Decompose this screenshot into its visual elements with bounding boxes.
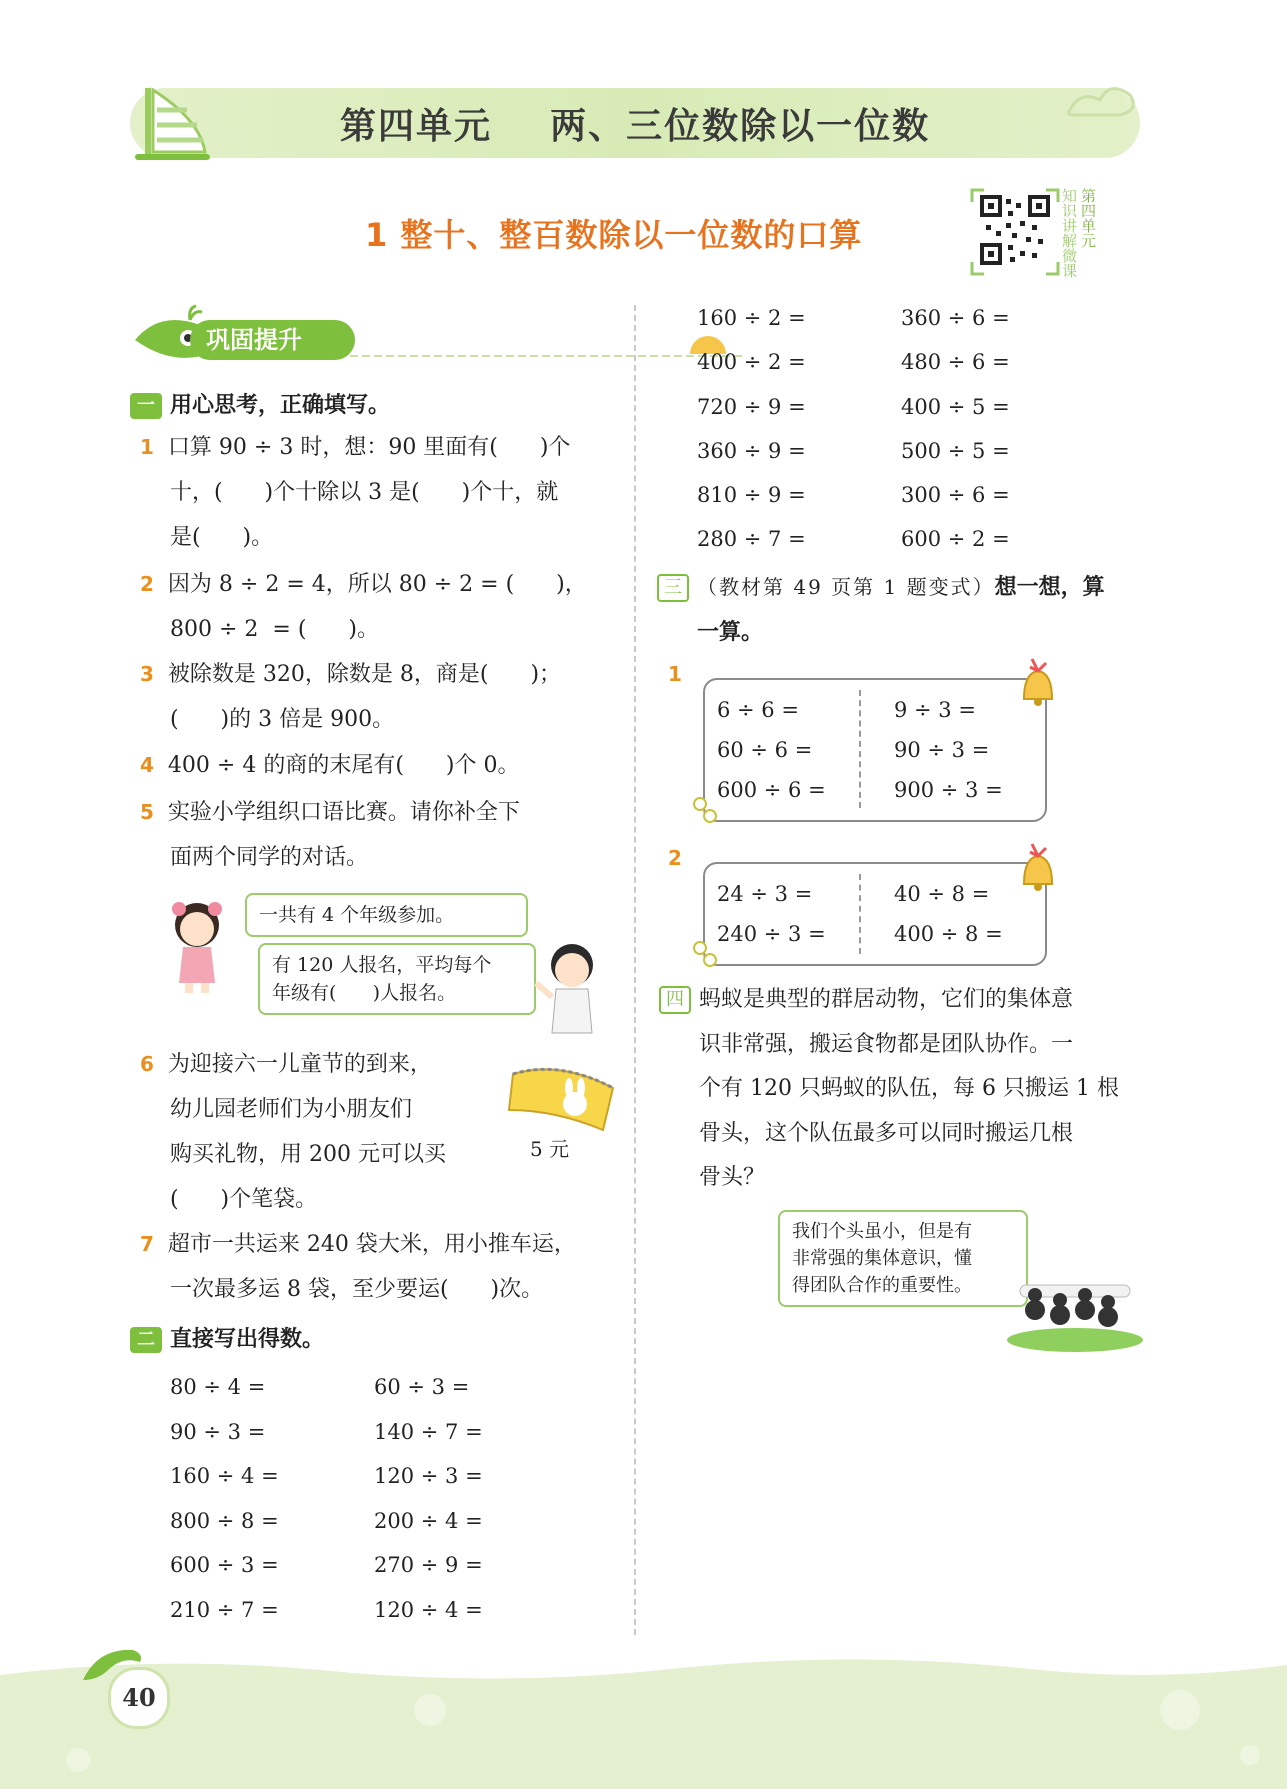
calc-box-2 bbox=[703, 862, 1047, 966]
section-4-line-5: 骨头？ bbox=[699, 1165, 766, 1190]
section-2-tag: 二 bbox=[130, 1327, 162, 1353]
question-4-line-1: 400 ÷ 4 的商的末尾有( )个 0。 bbox=[167, 753, 520, 778]
expression: 40 ÷ 8 = bbox=[894, 882, 990, 906]
section-3-heading bbox=[657, 565, 1137, 655]
cloud-icon bbox=[1060, 70, 1140, 140]
question-1-line-2: 十，( )个十除以 3 是( )个十，就 bbox=[170, 480, 559, 505]
expression: 270 ÷ 9 = bbox=[374, 1553, 483, 1577]
section-2-column-3 bbox=[697, 296, 877, 562]
ants-bubble-line-3: 得团队合作的重要性。 bbox=[792, 1275, 972, 1296]
expression: 600 ÷ 6 = bbox=[717, 778, 826, 802]
question-number: 2 bbox=[140, 572, 154, 596]
expression: 900 ÷ 3 = bbox=[894, 778, 1003, 802]
unit-title: 第四单元 两、三位数除以一位数 bbox=[340, 106, 931, 147]
section-1-heading bbox=[130, 388, 390, 419]
question-number: 4 bbox=[140, 753, 154, 777]
section-4-line-1: 蚂蚁是典型的群居动物，它们的集体意 bbox=[699, 987, 1074, 1012]
question-6-line-4: ( )个笔袋。 bbox=[170, 1187, 318, 1212]
question-7-line-2: 一次最多运 8 袋，至少要运( )次。 bbox=[170, 1277, 544, 1302]
expression: 810 ÷ 9 = bbox=[697, 483, 806, 508]
expression: 140 ÷ 7 = bbox=[374, 1419, 483, 1444]
question-1-line-3: 是( )。 bbox=[170, 525, 274, 550]
question-6-line-1: 为迎接六一儿童节的到来， bbox=[167, 1052, 432, 1077]
expression: 90 ÷ 3 = bbox=[170, 1419, 266, 1444]
question-3-line-2: ( )的 3 倍是 900。 bbox=[170, 707, 395, 732]
section-3-title: 想一想，算 bbox=[994, 575, 1105, 600]
question-number: 1 bbox=[140, 435, 154, 459]
question-number: 3 bbox=[140, 662, 154, 686]
expression: 500 ÷ 5 = bbox=[901, 438, 1010, 463]
expression: 600 ÷ 2 = bbox=[901, 527, 1010, 552]
question-6-line-3: 购买礼物，用 200 元可以买 bbox=[170, 1142, 446, 1167]
section-1-tag: 一 bbox=[130, 393, 162, 419]
page-number: 40 bbox=[108, 1667, 170, 1729]
section-3-source: （教材第 49 页第 1 题变式） bbox=[697, 575, 995, 599]
column-divider bbox=[634, 305, 636, 1635]
section-2-title: 直接写出得数。 bbox=[170, 1327, 325, 1352]
expression: 360 ÷ 9 = bbox=[697, 438, 806, 463]
ants-bubble-line-2: 非常强的集体意识，懂 bbox=[792, 1248, 972, 1269]
section-4-line-4: 骨头，这个队伍最多可以同时搬运几根 bbox=[699, 1120, 1074, 1146]
section-3-title-cont: 一算。 bbox=[697, 620, 764, 645]
question-5-line-1: 实验小学组织口语比赛。请你补全下 bbox=[167, 800, 520, 825]
expression: 480 ÷ 6 = bbox=[901, 350, 1010, 375]
question-6 bbox=[140, 1042, 446, 1222]
expression: 160 ÷ 4 = bbox=[170, 1464, 279, 1488]
calc-box-1 bbox=[703, 678, 1047, 822]
qr-frame-icon bbox=[970, 188, 1060, 276]
box-1-left bbox=[717, 690, 857, 810]
expression: 60 ÷ 3 = bbox=[374, 1375, 470, 1399]
group-2-number: 2 bbox=[668, 846, 682, 870]
bell-icon bbox=[1010, 655, 1065, 710]
speech-bubble-boy-line-2: 年级有( )人报名。 bbox=[272, 982, 457, 1004]
speech-bubble-boy-line-1: 有 120 人报名，平均每个 bbox=[272, 954, 492, 976]
speech-bubble-girl: 一共有 4 个年级参加。 bbox=[245, 893, 528, 937]
expression: 400 ÷ 5 = bbox=[901, 394, 1010, 419]
section-2-column-2 bbox=[374, 1365, 574, 1632]
ants-bubble-line-1: 我们个头虽小，但是有 bbox=[792, 1221, 972, 1242]
question-7-line-1: 超市一共运来 240 袋大米，用小推车运， bbox=[167, 1232, 576, 1257]
section-4-line-2: 识非常强，搬运食物都是团队协作。一 bbox=[699, 1031, 1074, 1057]
expression: 160 ÷ 2 = bbox=[697, 306, 806, 330]
expression: 240 ÷ 3 = bbox=[717, 922, 826, 946]
question-2-line-2: 800 ÷ 2 = ( )。 bbox=[170, 617, 379, 642]
expression: 80 ÷ 4 = bbox=[170, 1375, 266, 1399]
question-6-line-2: 幼儿园老师们为小朋友们 bbox=[170, 1097, 413, 1122]
question-5 bbox=[140, 790, 520, 880]
footer-wave-background bbox=[0, 1640, 1287, 1789]
question-3-line-1: 被除数是 320，除数是 8，商是( )； bbox=[167, 662, 562, 687]
group-1-number: 1 bbox=[668, 662, 682, 686]
expression: 210 ÷ 7 = bbox=[170, 1597, 279, 1622]
expression: 280 ÷ 7 = bbox=[697, 527, 806, 552]
question-2 bbox=[140, 562, 587, 652]
expression: 120 ÷ 3 = bbox=[374, 1464, 483, 1488]
sailboat-icon bbox=[125, 80, 215, 165]
pencil-case-price: 5 元 bbox=[530, 1137, 570, 1161]
expression: 200 ÷ 4 = bbox=[374, 1508, 483, 1533]
expression: 24 ÷ 3 = bbox=[717, 882, 813, 906]
expression: 6 ÷ 6 = bbox=[717, 698, 799, 722]
section-3-tag: 三 bbox=[657, 574, 689, 602]
pencil-case-icon bbox=[505, 1060, 620, 1135]
sun-horizon-icon bbox=[350, 320, 750, 360]
section-badge-label: 巩固提升 bbox=[190, 320, 355, 360]
question-number: 6 bbox=[140, 1052, 154, 1076]
expression: 120 ÷ 4 = bbox=[374, 1597, 483, 1622]
question-1-line-1: 口算 90 ÷ 3 时，想：90 里面有( )个 bbox=[167, 435, 571, 460]
question-4 bbox=[140, 743, 519, 788]
question-number: 5 bbox=[140, 800, 154, 824]
expression: 400 ÷ 2 = bbox=[697, 350, 806, 375]
expression: 800 ÷ 8 = bbox=[170, 1508, 279, 1533]
dots-icon bbox=[692, 796, 722, 826]
ants-illustration-icon bbox=[1000, 1255, 1145, 1355]
question-7 bbox=[140, 1222, 576, 1312]
expression: 600 ÷ 3 = bbox=[170, 1553, 279, 1577]
dots-icon bbox=[692, 940, 722, 970]
bell-icon bbox=[1010, 840, 1065, 895]
question-5-line-2: 面两个同学的对话。 bbox=[170, 845, 369, 870]
box-divider bbox=[859, 690, 861, 808]
speech-bubble-boy bbox=[258, 943, 536, 1015]
question-number: 7 bbox=[140, 1232, 154, 1256]
section-1-title: 用心思考，正确填写。 bbox=[170, 393, 391, 418]
expression: 300 ÷ 6 = bbox=[901, 483, 1010, 508]
section-2-column-4 bbox=[901, 296, 1101, 562]
side-label-video: 知识讲解微课 bbox=[1060, 188, 1078, 278]
question-3 bbox=[140, 652, 561, 742]
lesson-title: 1 整十、整百数除以一位数的口算 bbox=[365, 216, 863, 254]
expression: 60 ÷ 6 = bbox=[717, 738, 813, 762]
question-2-line-1: 因为 8 ÷ 2 = 4，所以 80 ÷ 2 = ( )， bbox=[167, 572, 587, 597]
girl-illustration-icon bbox=[165, 895, 235, 995]
expression: 360 ÷ 6 = bbox=[901, 306, 1010, 330]
section-4-line-3: 个有 120 只蚂蚁的队伍，每 6 只搬运 1 根 bbox=[699, 1076, 1119, 1101]
speech-bubble-ants bbox=[778, 1210, 1028, 1307]
boy-illustration-icon bbox=[530, 935, 610, 1035]
box-2-left bbox=[717, 874, 857, 954]
expression: 9 ÷ 3 = bbox=[894, 698, 976, 722]
box-divider bbox=[859, 874, 861, 954]
section-4 bbox=[659, 978, 1144, 1201]
section-2-column-1 bbox=[170, 1365, 350, 1632]
expression: 720 ÷ 9 = bbox=[697, 394, 806, 419]
section-4-tag: 四 bbox=[659, 986, 691, 1014]
expression: 400 ÷ 8 = bbox=[894, 922, 1003, 946]
expression: 90 ÷ 3 = bbox=[894, 738, 990, 762]
section-2-heading bbox=[130, 1322, 324, 1353]
side-label-unit: 第四单元 bbox=[1079, 188, 1097, 248]
question-1 bbox=[140, 425, 570, 560]
